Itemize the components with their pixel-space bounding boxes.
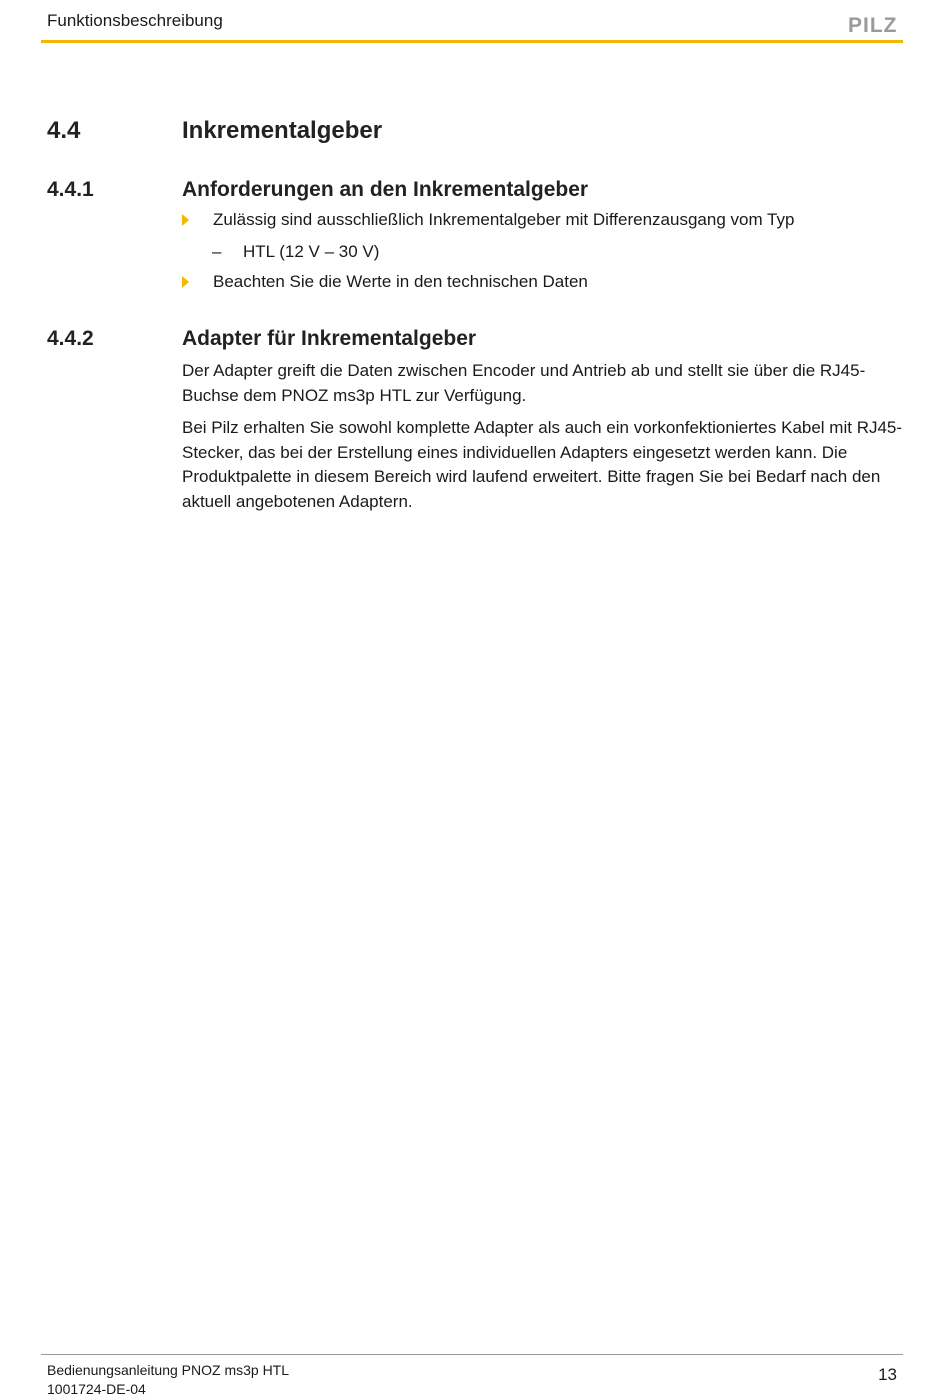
pilz-logo-text: PILZ [848,14,898,36]
subsection-title: Anforderungen an den Inkrementalgeber [182,178,589,201]
running-header-title: Funktionsbeschreibung [47,11,223,30]
section-title: Inkrementalgeber [182,117,383,144]
sub-list-item-text: HTL (12 V – 30 V) [243,242,380,261]
footer-document-number: 1001724-DE-04 [47,1381,146,1397]
body-paragraph: Bei Pilz erhalten Sie sowohl komplette Adapter als auch ein vorkonfektioniertes Kabel mit RJ45-Stecker, das bei der Erstellung eines individuellen Adapters eingesetzt werden kann. Die Produktpalette in diesem Bereich wird laufend erweitert. Bitte fragen Sie bei Bedarf nach den aktuell angebotenen Adaptern. [182,418,903,511]
header-divider [41,40,903,43]
subsection-number: 4.4.2 [47,327,94,350]
triangle-bullet-icon [182,276,190,288]
triangle-bullet-icon [182,214,190,226]
list-item-text: Beachten Sie die Werte in den technischen Daten [213,272,588,291]
dash-marker: – [212,242,222,261]
pilz-logo [848,14,904,36]
subsection-number: 4.4.1 [47,178,94,201]
page-number: 13 [878,1365,897,1384]
subsection-title: Adapter für Inkrementalgeber [182,327,477,350]
footer-manual-title: Bedienungsanleitung PNOZ ms3p HTL [47,1362,290,1378]
body-paragraph: Der Adapter greift die Daten zwischen Encoder und Antrieb ab und stellt sie über die RJ45-Buchse dem PNOZ ms3p HTL zur Verfügung. [182,361,866,405]
list-item-text: Zulässig sind ausschließlich Inkrementalgeber mit Differenzausgang vom Typ [213,210,795,229]
section-number: 4.4 [47,117,81,144]
footer-divider [41,1354,903,1355]
